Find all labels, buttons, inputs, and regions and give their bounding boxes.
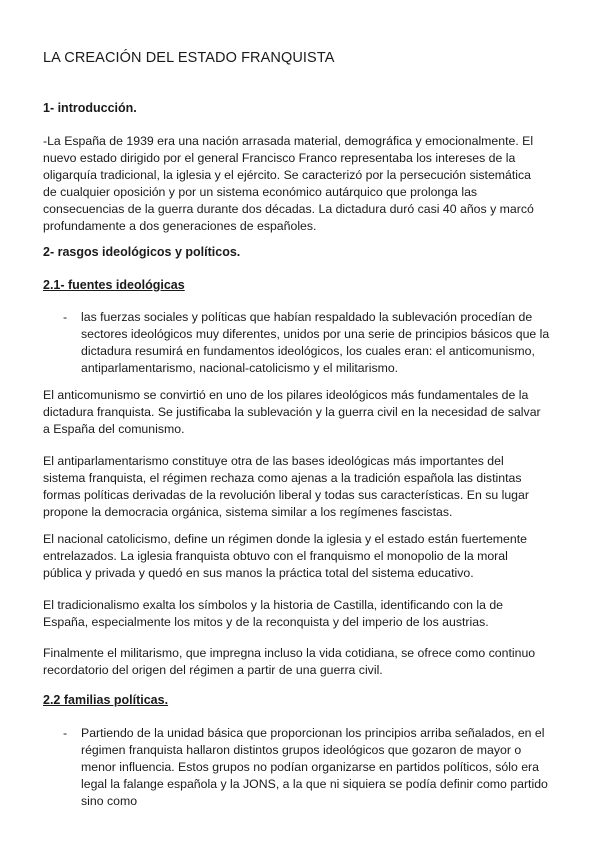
bullet-fuentes: las fuerzas sociales y políticas que habían respaldado la sublevación procedían de sectores ideológicos muy diferentes, unidos por una serie de principios básicos que la dictadura resumirá en fundamentos ideológicos, los cuales eran: el anticomunismo, antiparlamentarismo, nacional-catolicismo y el militarismo. <box>81 310 550 375</box>
section-heading-rasgos: 2- rasgos ideológicos y políticos. <box>43 245 241 259</box>
page-title: LA CREACIÓN DEL ESTADO FRANQUISTA <box>43 50 335 66</box>
paragraph-tradicionalismo: El tradicionalismo exalta los símbolos y la historia de Castilla, identificando con la de España, especialmente los mitos y de la reconquista y del imperio de los austrias. <box>43 598 503 629</box>
subsection-heading-familias: 2.2 familias políticas. <box>43 693 169 707</box>
bullet-marker: - <box>63 310 68 324</box>
paragraph-militarismo: Finalmente el militarismo, que impregna incluso la vida cotidiana, se ofrece como continuo recordatorio del origen del régimen a partir de una guerra civil. <box>43 646 536 677</box>
section-heading-introduccion: 1- introducción. <box>43 101 137 115</box>
bullet-familias: Partiendo de la unidad básica que proporcionan los principios arriba señalados, en el régimen franquista hallaron distintos grupos ideológicos que gozaron de mayor o menor influencia. Estos grupos no podían organizarse en partidos políticos, sólo era legal la falange española y la JONS, a la que ni siquiera se podía definir como partido sino como <box>81 726 548 808</box>
bullet-marker: - <box>63 726 68 740</box>
paragraph-antiparlamentarismo: El antiparlamentarismo constituye otra de las bases ideológicas más importantes del sistema franquista, el régimen rechaza como ajenas a la tradición española las distintas formas políticas derivadas de la revolución liberal y todas sus características. En su lugar propone la democracia orgánica, sistema similar a los regímenes fascistas. <box>43 454 529 519</box>
paragraph-nacional-catolicismo: El nacional catolicismo, define un régimen donde la iglesia y el estado están fuertemente entrelazados. La iglesia franquista obtuvo con el franquismo el monopolio de la moral pública y privada y quedó en sus manos la práctica total del sistema educativo. <box>43 532 527 580</box>
paragraph-anticomunismo: El anticomunismo se convirtió en uno de los pilares ideológicos más fundamentales de la dictadura franquista. Se justificaba la sublevación y la guerra civil en la necesidad de salvar a España del comunismo. <box>43 388 541 436</box>
paragraph-introduccion: -La España de 1939 era una nación arrasada material, demográfica y emocionalmente. El nuevo estado dirigido por el general Francisco Franco representaba los intereses de la oligarquía tradicional, la iglesia y el ejército. Se caracterizó por la persecución sistemática de cualquier oposición y por un sistema económico autárquico que prolonga las consecuencias de la guerra durante dos décadas. La dictadura duró casi 40 años y marcó profundamente a dos generaciones de españoles. <box>43 134 534 233</box>
subsection-heading-fuentes: 2.1- fuentes ideológicas <box>43 278 185 292</box>
